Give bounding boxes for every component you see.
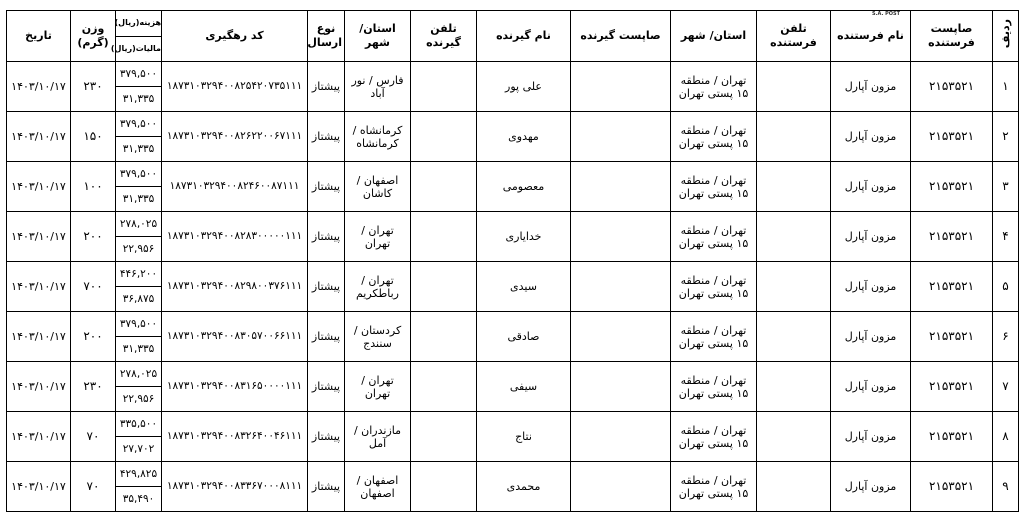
receiver-name-cell: معصومی (477, 162, 571, 212)
sender-pin-cell: ۲۱۵۳۵۲۱ (911, 62, 993, 112)
table-row (7, 62, 1019, 87)
tracking-code-cell: ۱۸۷۳۱۰۳۲۹۴۰۰۸۲۵۴۲۰۷۳۵۱۱۱ (162, 62, 308, 112)
sender-city-cell: تهران / منطقه ۱۵ پستی تهران (671, 262, 757, 312)
header-receiver-pin: صاپست گیرنده (571, 11, 671, 62)
receiver-pin-cell (571, 62, 671, 112)
tracking-code-cell: ۱۸۷۳۱۰۳۲۹۴۰۰۸۳۱۶۵۰۰۰۰۱۱۱ (162, 362, 308, 412)
receiver-phone-cell (411, 212, 477, 262)
sender-name-cell: مزون آپارل (831, 112, 911, 162)
table-row (7, 462, 1019, 487)
tracking-code-cell: ۱۸۷۳۱۰۳۲۹۴۰۰۸۳۳۶۷۰۰۰۸۱۱۱ (162, 462, 308, 512)
date-cell: ۱۴۰۳/۱۰/۱۷ (7, 62, 71, 112)
receiver-phone-cell (411, 262, 477, 312)
receiver-phone-cell (411, 112, 477, 162)
header-tax: مالیات(ریال) (116, 36, 162, 62)
send-type-cell: پیشتاز (308, 412, 345, 462)
sender-pin-cell: ۲۱۵۳۵۲۱ (911, 112, 993, 162)
cost-cell: ۲۷۸,۰۲۵ (116, 362, 162, 387)
tax-cell: ۲۲,۹۵۶ (116, 387, 162, 412)
tracking-code-cell: ۱۸۷۳۱۰۳۲۹۴۰۰۸۳۲۶۴۰۰۴۶۱۱۱ (162, 412, 308, 462)
receiver-phone-cell (411, 62, 477, 112)
receiver-city-cell: کردستان / سنندج (345, 312, 411, 362)
receiver-city-cell: اصفهان / کاشان (345, 162, 411, 212)
header-sender-phone: تلفن فرستنده (757, 11, 831, 62)
sender-name-cell: مزون آپارل (831, 412, 911, 462)
shipment-table (6, 10, 1019, 512)
receiver-pin-cell (571, 112, 671, 162)
date-cell: ۱۴۰۳/۱۰/۱۷ (7, 462, 71, 512)
header-weight: وزن (گرم) (71, 11, 116, 62)
header-send-type: نوع ارسال (308, 11, 345, 62)
sender-phone-cell (757, 312, 831, 362)
sender-name-cell: مزون آپارل (831, 462, 911, 512)
receiver-name-cell: مهدوی (477, 112, 571, 162)
tax-cell: ۳۵,۴۹۰ (116, 487, 162, 512)
weight-cell: ۲۰۰ (71, 312, 116, 362)
row-number-cell: ۴ (993, 212, 1019, 262)
sender-pin-cell: ۲۱۵۳۵۲۱ (911, 362, 993, 412)
date-cell: ۱۴۰۳/۱۰/۱۷ (7, 412, 71, 462)
sender-city-cell: تهران / منطقه ۱۵ پستی تهران (671, 462, 757, 512)
weight-cell: ۷۰ (71, 412, 116, 462)
send-type-cell: پیشتاز (308, 312, 345, 362)
cost-cell: ۳۳۵,۵۰۰ (116, 412, 162, 437)
table-row (7, 212, 1019, 237)
sender-name-cell: مزون آپارل (831, 162, 911, 212)
receiver-phone-cell (411, 312, 477, 362)
table-row (7, 112, 1019, 137)
header-tracking-code: کد رهگیری (162, 11, 308, 62)
sender-phone-cell (757, 212, 831, 262)
row-number-cell: ۳ (993, 162, 1019, 212)
date-cell: ۱۴۰۳/۱۰/۱۷ (7, 162, 71, 212)
tax-cell: ۳۶,۸۷۵ (116, 287, 162, 312)
table-row (7, 412, 1019, 437)
sender-city-cell: تهران / منطقه ۱۵ پستی تهران (671, 312, 757, 362)
receiver-city-cell: تهران / تهران (345, 212, 411, 262)
row-number-cell: ۲ (993, 112, 1019, 162)
tracking-code-cell: ۱۸۷۳۱۰۳۲۹۴۰۰۸۳۰۵۷۰۰۶۶۱۱۱ (162, 312, 308, 362)
receiver-name-cell: نتاج (477, 412, 571, 462)
receiver-pin-cell (571, 262, 671, 312)
header-receiver-city: استان/ شهر (345, 11, 411, 62)
header-date: تاریخ (7, 11, 71, 62)
receiver-name-cell: صادقی (477, 312, 571, 362)
row-number-cell: ۶ (993, 312, 1019, 362)
sender-pin-cell: ۲۱۵۳۵۲۱ (911, 412, 993, 462)
sender-city-cell: تهران / منطقه ۱۵ پستی تهران (671, 362, 757, 412)
date-cell: ۱۴۰۳/۱۰/۱۷ (7, 362, 71, 412)
row-number-cell: ۸ (993, 412, 1019, 462)
sender-name-cell: مزون آپارل (831, 62, 911, 112)
receiver-phone-cell (411, 412, 477, 462)
sender-phone-cell (757, 62, 831, 112)
receiver-city-cell: فارس / نور آباد (345, 62, 411, 112)
header-sender-city: استان/ شهر (671, 11, 757, 62)
sender-pin-cell: ۲۱۵۳۵۲۱ (911, 262, 993, 312)
receiver-phone-cell (411, 462, 477, 512)
sender-phone-cell (757, 112, 831, 162)
tax-cell: ۳۱,۳۳۵ (116, 137, 162, 162)
sender-pin-cell: ۲۱۵۳۵۲۱ (911, 312, 993, 362)
sender-pin-cell: ۲۱۵۳۵۲۱ (911, 462, 993, 512)
receiver-name-cell: محمدی (477, 462, 571, 512)
weight-cell: ۷۰ (71, 462, 116, 512)
tax-cell: ۳۱,۳۳۵ (116, 187, 162, 212)
receiver-name-cell: علی پور (477, 62, 571, 112)
header-sender-name: نام فرستنده (831, 11, 911, 62)
receiver-phone-cell (411, 362, 477, 412)
cost-cell: ۴۲۹,۸۲۵ (116, 462, 162, 487)
send-type-cell: پیشتاز (308, 362, 345, 412)
send-type-cell: پیشتاز (308, 262, 345, 312)
row-number-cell: ۵ (993, 262, 1019, 312)
tax-cell: ۳۱,۳۳۵ (116, 337, 162, 362)
sender-pin-cell: ۲۱۵۳۵۲۱ (911, 212, 993, 262)
weight-cell: ۲۳۰ (71, 62, 116, 112)
cost-cell: ۴۴۶,۲۰۰ (116, 262, 162, 287)
receiver-city-cell: تهران / رباطکریم (345, 262, 411, 312)
header-sender-pin: صاپست فرستنده (911, 11, 993, 62)
sender-city-cell: تهران / منطقه ۱۵ پستی تهران (671, 162, 757, 212)
weight-cell: ۲۰۰ (71, 212, 116, 262)
tracking-code-cell: ۱۸۷۳۱۰۳۲۹۴۰۰۸۲۹۸۰۰۳۷۶۱۱۱ (162, 262, 308, 312)
weight-cell: ۱۵۰ (71, 112, 116, 162)
sender-city-cell: تهران / منطقه ۱۵ پستی تهران (671, 112, 757, 162)
sender-name-cell: مزون آپارل (831, 362, 911, 412)
sender-phone-cell (757, 412, 831, 462)
sender-name-cell: مزون آپارل (831, 262, 911, 312)
tax-cell: ۲۲,۹۵۶ (116, 237, 162, 262)
header-row-number: ردیف (993, 11, 1019, 62)
table-row (7, 312, 1019, 337)
weight-cell: ۲۳۰ (71, 362, 116, 412)
row-number-cell: ۹ (993, 462, 1019, 512)
weight-cell: ۱۰۰ (71, 162, 116, 212)
cost-cell: ۳۷۹,۵۰۰ (116, 312, 162, 337)
tracking-code-cell: ۱۸۷۳۱۰۳۲۹۴۰۰۸۲۴۶۰۰۸۷۱۱۱ (162, 162, 308, 212)
receiver-pin-cell (571, 212, 671, 262)
receiver-pin-cell (571, 412, 671, 462)
tax-cell: ۲۷,۷۰۲ (116, 437, 162, 462)
receiver-pin-cell (571, 312, 671, 362)
date-cell: ۱۴۰۳/۱۰/۱۷ (7, 312, 71, 362)
date-cell: ۱۴۰۳/۱۰/۱۷ (7, 112, 71, 162)
post-logo (872, 0, 940, 17)
tracking-code-cell: ۱۸۷۳۱۰۳۲۹۴۰۰۸۲۸۳۰۰۰۰۰۱۱۱ (162, 212, 308, 262)
weight-cell: ۷۰۰ (71, 262, 116, 312)
header-receiver-name: نام گیرنده (477, 11, 571, 62)
date-cell: ۱۴۰۳/۱۰/۱۷ (7, 262, 71, 312)
tax-cell: ۳۱,۳۳۵ (116, 87, 162, 112)
receiver-city-cell: اصفهان / اصفهان (345, 462, 411, 512)
cost-cell: ۳۷۹,۵۰۰ (116, 112, 162, 137)
send-type-cell: پیشتاز (308, 62, 345, 112)
shipment-sheet (6, 10, 1012, 520)
date-cell: ۱۴۰۳/۱۰/۱۷ (7, 212, 71, 262)
cost-cell: ۳۷۹,۵۰۰ (116, 162, 162, 187)
cost-cell: ۲۷۸,۰۲۵ (116, 212, 162, 237)
sender-phone-cell (757, 362, 831, 412)
sender-phone-cell (757, 162, 831, 212)
receiver-name-cell: خدایاری (477, 212, 571, 262)
post-logo-text: S.A. POST (872, 11, 901, 17)
receiver-city-cell: کرمانشاه / کرمانشاه (345, 112, 411, 162)
header-cost: هزینه(ریال) (116, 11, 162, 37)
sender-phone-cell (757, 462, 831, 512)
table-row (7, 162, 1019, 187)
send-type-cell: پیشتاز (308, 162, 345, 212)
receiver-name-cell: سیدی (477, 262, 571, 312)
sender-phone-cell (757, 262, 831, 312)
table-row (7, 262, 1019, 287)
sender-name-cell: مزون آپارل (831, 312, 911, 362)
tracking-code-cell: ۱۸۷۳۱۰۳۲۹۴۰۰۸۲۶۲۲۰۰۶۷۱۱۱ (162, 112, 308, 162)
receiver-phone-cell (411, 162, 477, 212)
receiver-pin-cell (571, 162, 671, 212)
cost-cell: ۳۷۹,۵۰۰ (116, 62, 162, 87)
send-type-cell: پیشتاز (308, 212, 345, 262)
sender-city-cell: تهران / منطقه ۱۵ پستی تهران (671, 412, 757, 462)
send-type-cell: پیشتاز (308, 462, 345, 512)
receiver-pin-cell (571, 462, 671, 512)
row-number-cell: ۱ (993, 62, 1019, 112)
sender-city-cell: تهران / منطقه ۱۵ پستی تهران (671, 62, 757, 112)
receiver-name-cell: سیفی (477, 362, 571, 412)
row-number-cell: ۷ (993, 362, 1019, 412)
sender-name-cell: مزون آپارل (831, 212, 911, 262)
header-row (7, 11, 1019, 37)
table-row (7, 362, 1019, 387)
receiver-city-cell: تهران / تهران (345, 362, 411, 412)
receiver-city-cell: مازندران / آمل (345, 412, 411, 462)
sender-pin-cell: ۲۱۵۳۵۲۱ (911, 162, 993, 212)
sender-city-cell: تهران / منطقه ۱۵ پستی تهران (671, 212, 757, 262)
send-type-cell: پیشتاز (308, 112, 345, 162)
receiver-pin-cell (571, 362, 671, 412)
header-receiver-phone: تلفن گیرنده (411, 11, 477, 62)
